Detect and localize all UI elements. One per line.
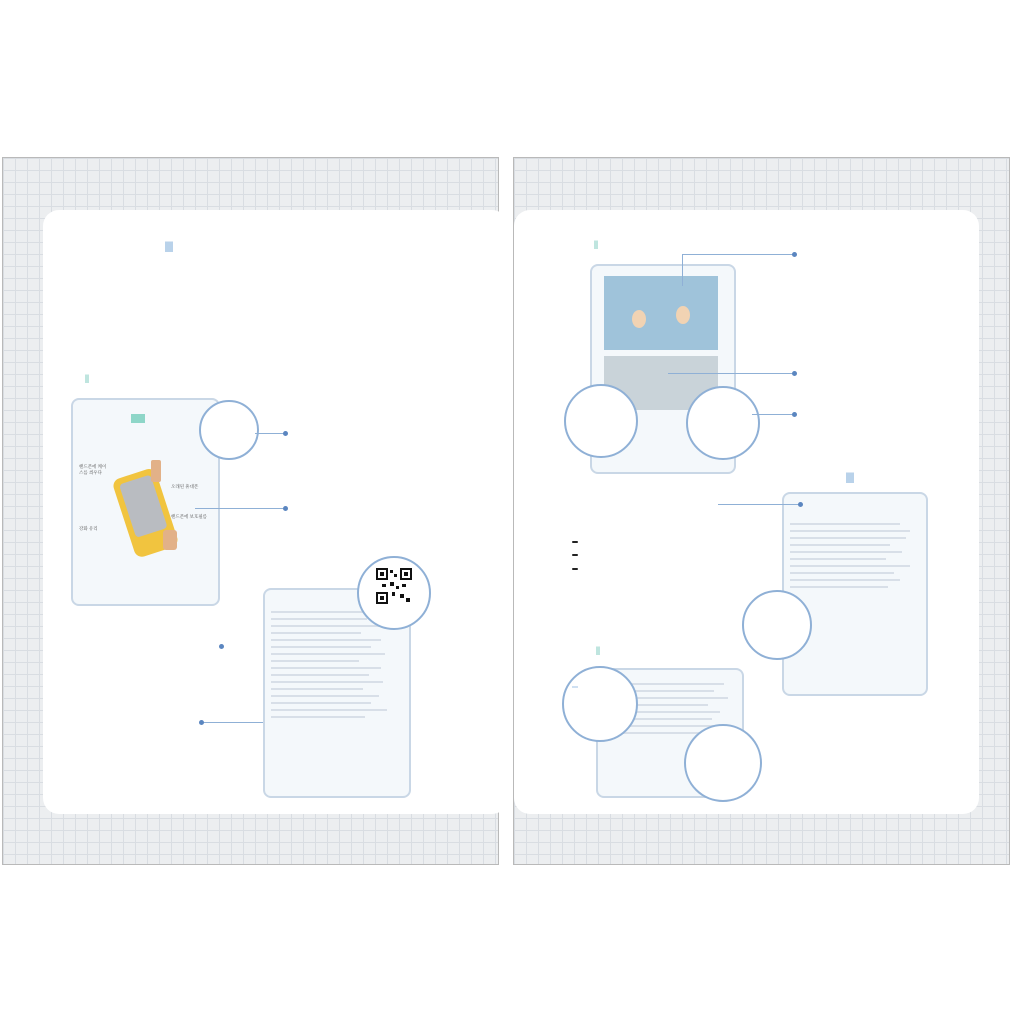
connector-dot: [283, 431, 288, 436]
cartoon-panel-1: [604, 276, 718, 350]
connector-dot: [199, 720, 204, 725]
expressions-zoom-bubble: [742, 590, 812, 660]
blank-quiz-zoom-bubble: [684, 724, 762, 802]
dialogue-zoom-bubble: [564, 384, 638, 458]
connector-dot: [798, 502, 803, 507]
unit-number-badge: [131, 414, 145, 423]
section-heading-expressions: [846, 467, 854, 483]
section-heading-intro-vocab: [85, 368, 89, 383]
page-title: [165, 236, 173, 252]
qr-zoom-bubble: [357, 556, 431, 630]
left-page: [2, 157, 499, 865]
section-heading-quick-check: [596, 640, 600, 655]
connector-dot: [792, 412, 797, 417]
legend-item-ns: [572, 534, 584, 547]
tip-zoom-bubble: [686, 386, 760, 460]
legend-item-il: [572, 561, 584, 574]
expressions-page-thumbnail: [782, 492, 928, 696]
connector-dot: [792, 371, 797, 376]
qr-code-icon: [376, 568, 412, 604]
connector-dot: [792, 252, 797, 257]
left-content-card: [43, 210, 508, 814]
right-page: [513, 157, 1010, 865]
vocabulary-page-thumbnail: 핸드폰에 케이스를 씌우다 오래된 휴대폰 핸드폰에 보호필름 강화 유리: [71, 398, 220, 606]
abbreviation-legend: [572, 534, 584, 574]
section-heading-dialogue: [594, 234, 598, 249]
connector-dot: [283, 506, 288, 511]
vocab-zoom-bubble: [199, 400, 259, 460]
right-content-card: [514, 210, 979, 814]
quick-check-zoom-bubble: [562, 666, 638, 742]
legend-item-bw: [572, 547, 584, 560]
connector-dot: [219, 644, 224, 649]
